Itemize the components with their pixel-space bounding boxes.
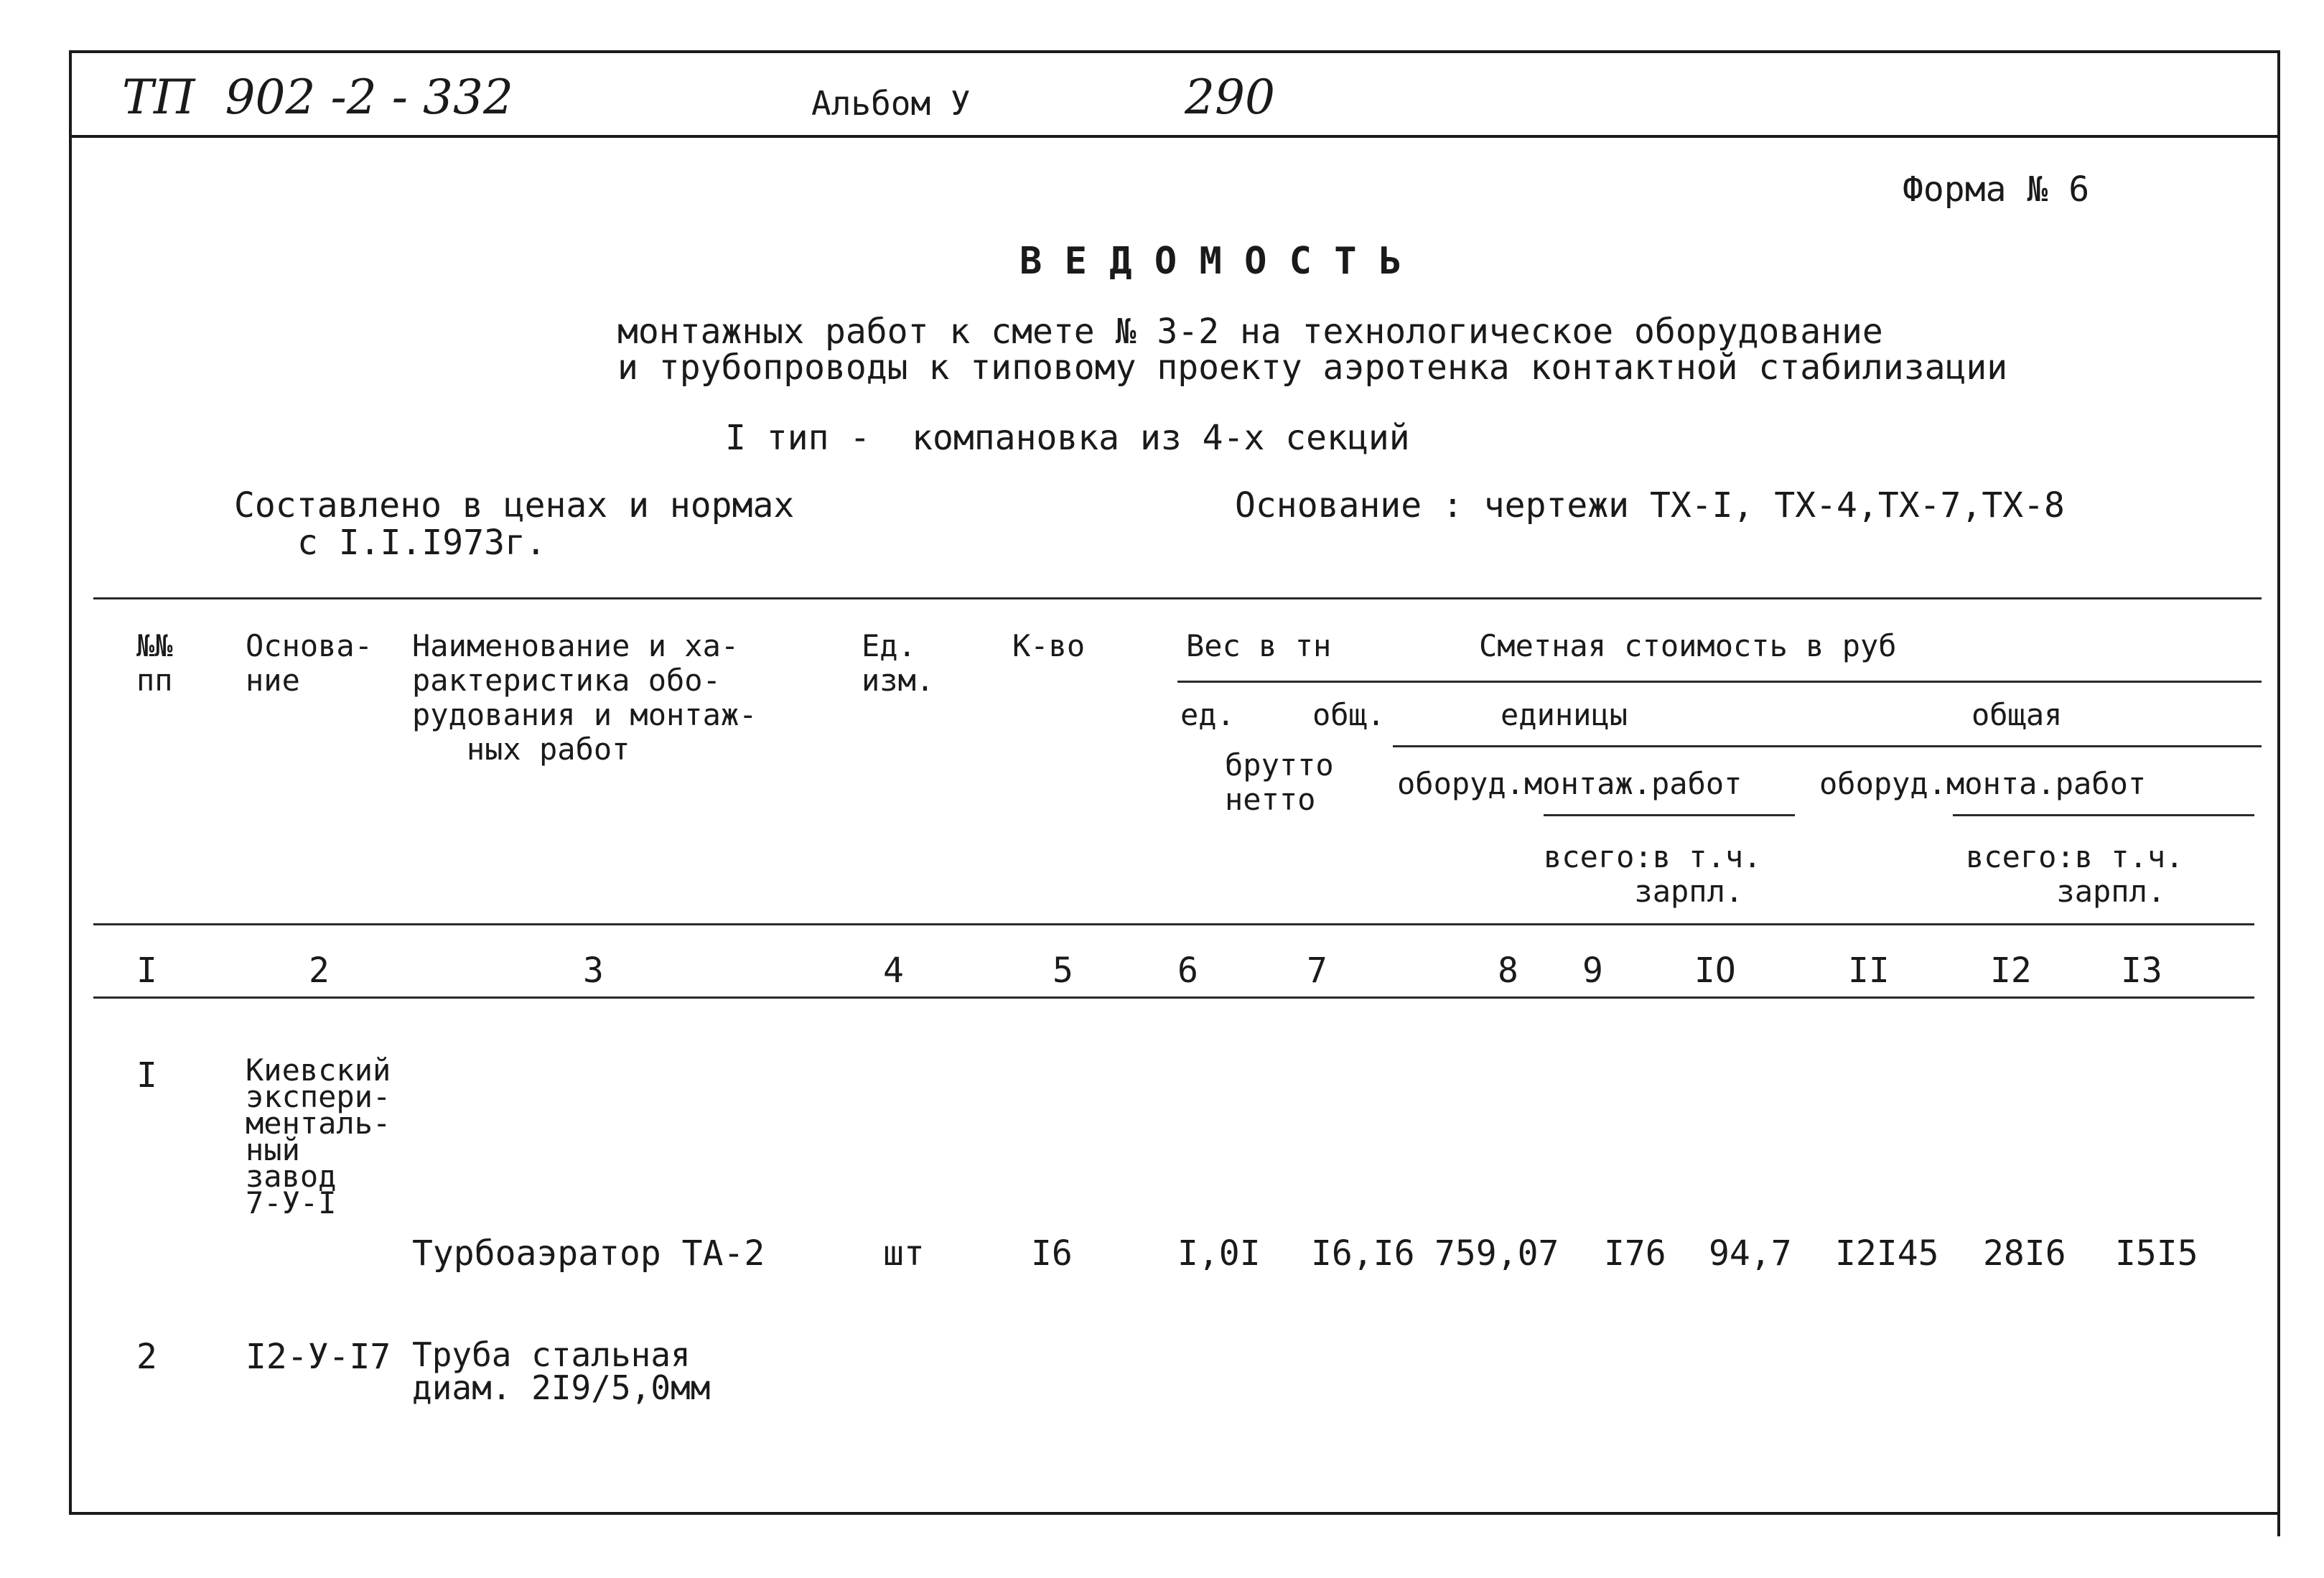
col-number-8: 8 [1498,951,1518,991]
col-number-12: I2 [1990,951,2032,991]
subheader-line-1 [1177,681,2262,683]
sheet-number: 290 [1185,70,1275,125]
subtitle-line-1: монтажных работ к смете № 3-2 на технологическое оборудование [617,312,1883,352]
col-header-qty: К-во [1012,628,1086,663]
row1-total-equip: I2I45 [1835,1233,1939,1274]
subtitle-line-2: и трубопроводы к типовому проекту аэротенка контактной стабилизации [617,347,2008,388]
basis-line: Основание : чертежи ТХ-I, ТХ-4,ТХ-7,ТХ-8 [1235,485,2065,526]
row1-total-install: 28I6 [1983,1233,2066,1274]
row1-qty: I6 [1031,1233,1073,1274]
subheader-line-3a [1544,814,1795,816]
col-number-5: 5 [1053,951,1073,991]
col-header-no: №№ пп [136,628,173,698]
col-number-10: IO [1694,951,1736,991]
row2-name: Труба стальная диам. 2I9/5,0мм [412,1335,711,1407]
column-numbers-line [93,996,2254,999]
frame-top-line [69,50,2280,53]
form-label: Форма № 6 [1903,169,2090,210]
col-header-unit: Ед. изм. [862,628,935,698]
col-number-7: 7 [1307,951,1327,991]
row1-total-wage: I5I5 [2115,1233,2198,1274]
row1-name: Турбоаэратор ТА-2 [412,1233,765,1274]
col-number-4: 4 [883,951,904,991]
frame-bottom-line [69,1512,2280,1515]
frame-right-line [2277,50,2280,1536]
cost-unit-label: единицы [1501,697,1628,732]
project-code: ТП 902 -2 - 332 [122,70,514,125]
album-label: Альбом У [811,84,971,123]
table-header-bottom-line [93,923,2254,925]
cost-unit-subheader: оборуд.монтаж.работ [1397,766,1742,801]
row1-basis: Киевский экспери- менталь- ный завод 7-У-I [246,1052,391,1220]
row2-basis: I2-У-I7 [246,1337,391,1377]
subheader-line-3b [1953,814,2254,816]
subheader-line-2 [1393,745,2262,747]
weight-gross-net-label: брутто нетто [1225,747,1334,817]
row1-weight-unit: I,0I [1177,1233,1261,1274]
header-divider-line [69,135,2280,138]
col-header-cost: Сметная стоимость в руб [1479,628,1897,663]
prices-line-1: Составлено в ценах и нормах [234,485,795,526]
table-top-line [93,597,2262,599]
row1-unit: шт [883,1233,925,1274]
col-number-13: I3 [2121,951,2162,991]
col-number-11: II [1848,951,1890,991]
cost-total-split: всего:в т.ч. зарпл. [1966,839,2184,909]
col-number-1: I [136,951,157,991]
col-header-name: Наименование и ха- рактеристика обо- рудования и монтаж- ных работ [412,628,757,767]
row1-cost-wage: 94,7 [1709,1233,1792,1274]
col-number-9: 9 [1582,951,1603,991]
row1-weight-total: I6,I6 [1311,1233,1415,1274]
document-title: В Е Д О М О С Т Ь [1019,240,1402,283]
prices-line-2: с I.I.I973г. [297,523,546,563]
col-header-weight: Вес в тн [1186,628,1332,663]
col-header-basis: Основа- ние [246,628,373,698]
weight-total-label: общ. [1312,697,1386,732]
col-number-6: 6 [1177,951,1198,991]
row1-cost-install: I76 [1604,1233,1666,1274]
cost-total-label: общая [1971,697,2063,732]
cost-unit-split: всего:в т.ч. зарпл. [1544,839,1762,909]
col-number-2: 2 [309,951,330,991]
row2-no: 2 [136,1337,157,1377]
col-number-3: 3 [583,951,604,991]
cost-total-subheader: оборуд.монта.работ [1819,766,2147,801]
row1-cost-equip: 759,07 [1434,1233,1559,1274]
row1-no: I [136,1055,157,1096]
weight-unit-label: ед. [1180,697,1235,732]
frame-left-line [69,50,72,1515]
type-line: I тип - компановка из 4-х секций [725,418,1410,458]
